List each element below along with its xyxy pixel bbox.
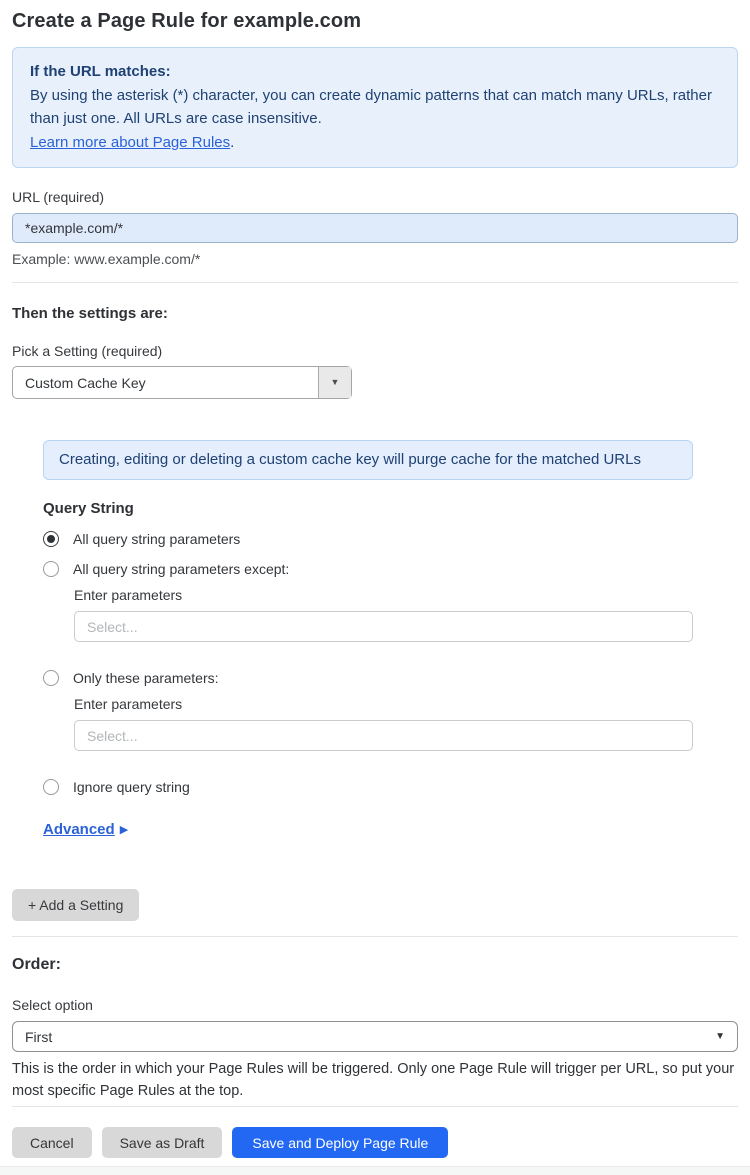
add-setting-button[interactable]: + Add a Setting xyxy=(12,889,139,921)
url-match-info-box xyxy=(12,47,738,168)
cancel-button[interactable]: Cancel xyxy=(12,1127,92,1158)
enter-parameters-label: Enter parameters xyxy=(74,587,183,603)
divider xyxy=(12,1106,738,1107)
info-box-link-line xyxy=(30,131,720,155)
save-as-draft-button[interactable]: Save as Draft xyxy=(102,1127,223,1158)
chevron-down-icon: ▼ xyxy=(715,1030,725,1042)
order-select-label: Select option xyxy=(12,997,93,1013)
order-help-text: This is the order in which your Page Rules will be triggered. Only one Page Rule will trigger per URL, so put your most specific Page Rules at the top. xyxy=(12,1061,735,1099)
radio-all-query-params[interactable] xyxy=(43,531,738,547)
chevron-right-icon: ▶ xyxy=(119,824,129,836)
url-field-label: URL (required) xyxy=(12,189,105,205)
advanced-link-text: Advanced xyxy=(43,821,115,838)
cache-key-notice: Creating, editing or deleting a custom cache key will purge cache for the matched URLs xyxy=(43,440,693,480)
url-input[interactable] xyxy=(12,213,738,243)
radio-all-except[interactable] xyxy=(43,561,738,577)
link-suffix: . xyxy=(230,133,235,151)
page-title: Create a Page Rule for example.com xyxy=(12,10,362,32)
setting-dropdown-value: Custom Cache Key xyxy=(25,374,146,391)
radio-only-these[interactable] xyxy=(43,670,738,686)
order-dropdown-value: First xyxy=(25,1028,53,1045)
footer-actions xyxy=(12,1127,738,1158)
learn-more-link[interactable]: Learn more about Page Rules xyxy=(30,133,231,151)
info-box-body: By using the asterisk (*) character, you can create dynamic patterns that can match many URLs, rather than just one. All URLs are case insensitive. xyxy=(30,86,712,127)
settings-heading: Then the settings are: xyxy=(12,305,168,322)
advanced-link[interactable] xyxy=(43,821,128,838)
radio-icon xyxy=(43,531,59,547)
modal-bottom-edge xyxy=(0,1166,750,1175)
radio-label: All query string parameters except: xyxy=(73,561,290,577)
divider xyxy=(12,936,738,937)
order-heading: Order: xyxy=(12,956,61,973)
setting-dropdown-caret-button[interactable] xyxy=(318,367,351,398)
radio-label: All query string parameters xyxy=(73,531,241,547)
except-parameters-input[interactable] xyxy=(74,611,693,642)
pick-setting-label: Pick a Setting (required) xyxy=(12,343,163,359)
save-and-deploy-button[interactable]: Save and Deploy Page Rule xyxy=(232,1127,448,1158)
radio-icon xyxy=(43,779,59,795)
radio-label: Only these parameters: xyxy=(73,670,219,686)
chevron-down-icon: ▼ xyxy=(330,377,340,387)
radio-ignore-query-string[interactable] xyxy=(43,779,738,795)
only-parameters-input[interactable] xyxy=(74,720,693,751)
query-string-heading: Query String xyxy=(43,500,134,517)
radio-icon xyxy=(43,670,59,686)
url-example-text: Example: www.example.com/* xyxy=(12,251,201,267)
divider xyxy=(12,282,738,283)
order-dropdown[interactable] xyxy=(12,1021,738,1052)
info-box-heading: If the URL matches: xyxy=(30,63,171,80)
enter-parameters-label: Enter parameters xyxy=(74,696,183,712)
setting-dropdown[interactable] xyxy=(12,366,352,399)
radio-icon xyxy=(43,561,59,577)
radio-label: Ignore query string xyxy=(73,779,190,795)
